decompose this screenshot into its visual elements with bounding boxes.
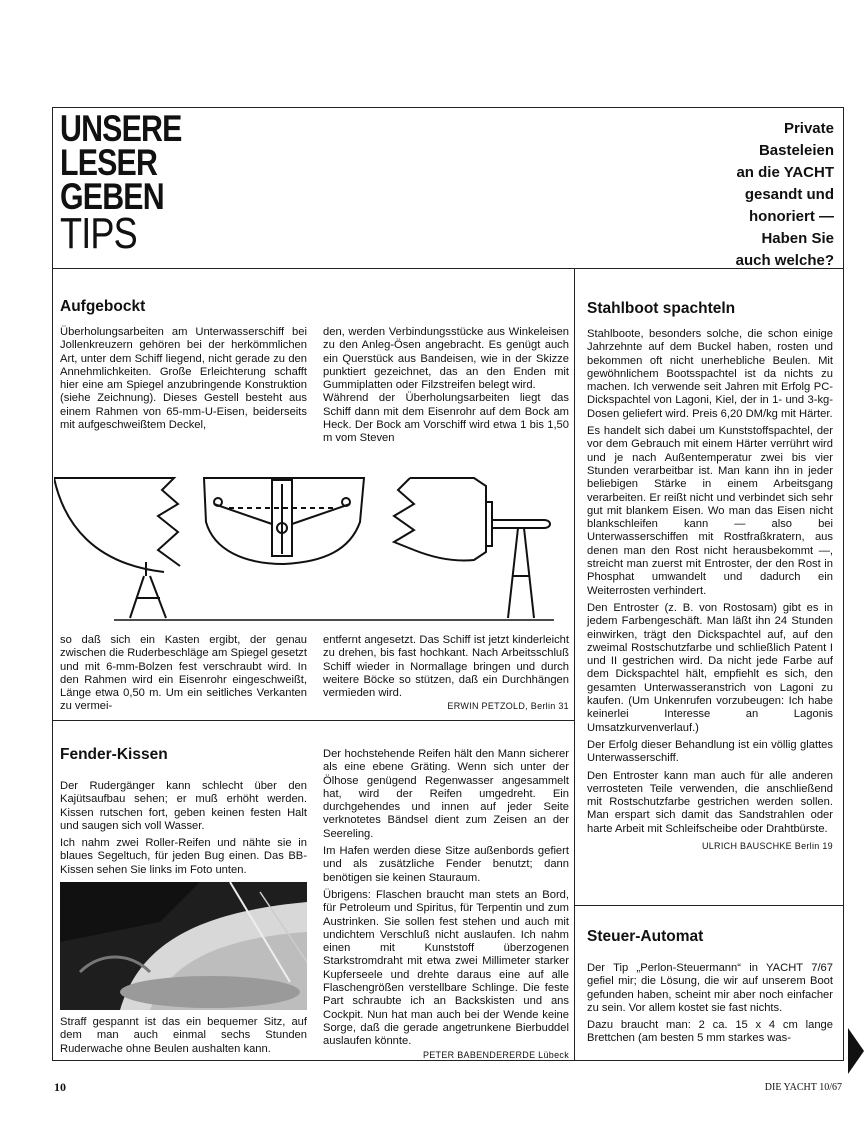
fender-caption: Straff gespannt ist das ein bequemer Sitz, auf dem man auch einmal sechs Stunden Ruderwache ohne Beulen aushalten kann.	[60, 1016, 307, 1055]
fender-signature: PETER BABENDERERDE Lübeck	[422, 1049, 569, 1060]
tagline-line: gesandt und	[744, 186, 834, 203]
continue-arrow-icon	[848, 1028, 864, 1074]
section-rule-left	[52, 720, 574, 721]
right-rule	[843, 107, 844, 1060]
tagline-line: auch welche?	[735, 252, 834, 269]
page-number: 10	[54, 1080, 66, 1094]
header-tagline	[594, 118, 834, 272]
aufgebockt-title: Aufgebockt	[60, 298, 146, 315]
aufgebockt-col3: so daß sich ein Kasten ergibt, der genau zwischen die Ruderbeschläge am Spiegel gesetzt und mit 6-mm-Bolzen fest verschraubt wird. In den Rahmen wird ein Eisenrohr eingeschweißt, Länge etwa 0,50 m. Um ein seitliches Verkanten zu vermei-	[60, 634, 307, 713]
header-line-2: LESER	[60, 142, 158, 183]
steuer-body: Der Tip „Perlon-Steuermann“ in YACHT 7/67 gefiel mir; die Lösung, die wir auf unserem Boot gefunden haben, scheint mir aber noch einfacher zu sein. Vor allem kostet sie fast nichts. Dazu braucht man: 2 ca. 15 x 4 cm lange Brettchen (am besten 5 mm starkes was-	[587, 962, 833, 1045]
aufgebockt-col2: den, werden Verbindungsstücke aus Winkeleisen zu den Anleg-Ösen angebracht. Es genügt auch ein Querstück aus Bandeisen, wie in der Skizze punktiert gezeichnet, das an den Enden mit Gummiplatten oder Filzstreifen belegt wird. Während der Überholungsarbeiten liegt das Schiff dann mit dem Eisenrohr auf dem Bock am Heck. Der Bock am Vorschiff wird etwa 1 bis 1,50 m vom Steven	[323, 326, 569, 445]
fender-title: Fender-Kissen	[60, 746, 168, 763]
tagline-line: Private	[783, 120, 834, 137]
magazine-issue: DIE YACHT 10/67	[764, 1082, 842, 1093]
fender-col1: Der Rudergänger kann schlecht über den Kajütsaufbau sehen; er muß erhöht werden. Kissen rutschen fort, geben keinen festen Halt und saugen sich voll Wasser. Ich nahm zwei Roller-Reifen und nähte sie in blaues Segeltuch, für jeden Bug einen. Das BB-Kissen sehen Sie links im Foto unten.	[60, 780, 307, 876]
tagline-line: Haben Sie	[761, 230, 834, 247]
aufgebockt-col4: entfernt angesetzt. Das Schiff ist jetzt kinderleicht zu drehen, bis fast hochkant. Nach Arbeitsschluß Schiff wieder in Normallage bringen und durch weitere Böcke so stützen, daß ein Durchhängen vermieden wird. ERWIN PETZOLD, Berlin 31	[323, 634, 569, 714]
header-title	[60, 108, 260, 258]
column-rule	[574, 268, 575, 1060]
header-line-1: UNSERE	[60, 108, 182, 149]
stahlboot-title: Stahlboot spachteln	[587, 300, 736, 317]
stahlboot-signature: ULRICH BAUSCHKE Berlin 19	[701, 840, 833, 851]
stahlboot-body: Stahlboote, besonders solche, die schon einige Jahrzehnte auf dem Buckel haben, rosten und bekommen oft nicht unerhebliche Beulen. Mit gewöhnlichem Bootsspachtel ist da nichts zu machen. Ich verwende seit Jahren mit Erfolg PC-Dickspachtel von Lagoni, Kiel, der in 1- und 3-kg-Dosen geliefert wird. Preis 6,20 DM/kg mit Härter. Es handelt sich dabei um Kunststoffspachtel, der vor dem Gebrauch mit einem Härter verrührt wird und je nach Außentemperatur zwei bis vier Stunden verarbeitbar ist. Man kann ihn in jeder beliebigen Stärke in einem Arbeitsgang verarbeiten. Er reißt nicht und verbindet sich sehr gut mit blankem Eisen. Wo man das Eisen nicht blankschleifen kann — also bei Unterwasserschiffen mit Rostfraßkratern, aus denen man den Rost nicht herausbekommt —, streicht man zuerst mit Entroster, der den Rost in Phosphat umwandelt und dadurch ein Weiterrosten verhindert. Den Entroster (z. B. von Rostosam) gibt es in jedem Farbengeschäft. Man läßt ihn 24 Stunden einwirken, trägt den Dickspachtel auf, auf den zweimal Rostschutzfarbe und schließlich Patent I und II gestrichen wird. Da nicht jede Farbe auf dem Dickspachtel hält, empfiehlt es sich, den gesamten Unterwasseranstrich von Lagoni zu kaufen. (Um Unkenrufen vorzubeugen: Ich habe keinerlei Interesse an Lagonis Umsatzkurvenverlauf.) Der Erfolg dieser Behandlung ist ein völlig glattes Unterwasserschiff. Den Entroster kann man auch für alle anderen verrosteten Teile verwenden, die anschließend mit Rostschutzfarbe gestrichen werden sollen. Man erspart sich damit das Sandstrahlen oder harte Arbeit mit Schleifscheibe oder Drahtbürste. ULRICH BAUSCHKE Berlin 19	[587, 328, 833, 853]
tagline-line: an die YACHT	[736, 164, 834, 181]
left-rule	[52, 107, 53, 1060]
aufgebockt-signature: ERWIN PETZOLD, Berlin 31	[447, 701, 569, 712]
fender-col2: Der hochstehende Reifen hält den Mann sicherer als eine ebene Gräting. Wenn sich unter der Ölhose genügend Regenwasser angesammelt hat, wird der Reifen umgedreht. Ein durchgehendes und innen auf jeder Seite verknotetes Bändsel dient zum Zeisen an der Seereling. Im Hafen werden diese Sitze außenbords gefiert und als zusätzliche Fender benutzt; dann benötigen sie keinen Stauraum. Übrigens: Flaschen braucht man stets an Bord, für Petroleum und Spiritus, für Terpentin und zum Austrinken. Sie sollen fest stehen und auch mit undichtem Verschluß nicht auslaufen. Ich nahm einen mit Kunststoff überzogenen Starkstromdraht mit etwa zwei Millimeter starker Kupferseele und drehte daraus eine auf alle Flaschengrößen verstellbare Schlinge. Die feste Part schraubte ich an Backskisten und ans Cockpit. Nun hat man auch bei der Wende keine Sorge, daß die gerade angetrunkene Bierbuddel auslaufen könnte. PETER BABENDERERDE Lübeck	[323, 748, 569, 1062]
tagline-line: Basteleien	[758, 142, 834, 159]
header-line-4: TIPS	[60, 209, 137, 258]
fender-cushion-photo	[60, 882, 307, 1010]
aufgebockt-col1: Überholungsarbeiten am Unterwasserschiff bei Jollenkreuzern gehören bei der herkömmlichen Art, unter dem Schiff liegend, nicht gerade zu den Annehmlichkeiten. Große Erleichterung schafft hier eine am Spiegel anzubringende Konstruktion (siehe Zeichnung). Dieses Gestell besteht aus einem Rahmen von 65-mm-U-Eisen, beiderseits mit aufgeschweißtem Deckel,	[60, 326, 307, 432]
header-line-3: GEBEN	[60, 176, 164, 217]
steuer-title: Steuer-Automat	[587, 928, 704, 945]
section-rule-right	[574, 905, 844, 906]
tagline-line: honoriert —	[749, 208, 834, 225]
boat-stand-drawing	[54, 464, 572, 632]
